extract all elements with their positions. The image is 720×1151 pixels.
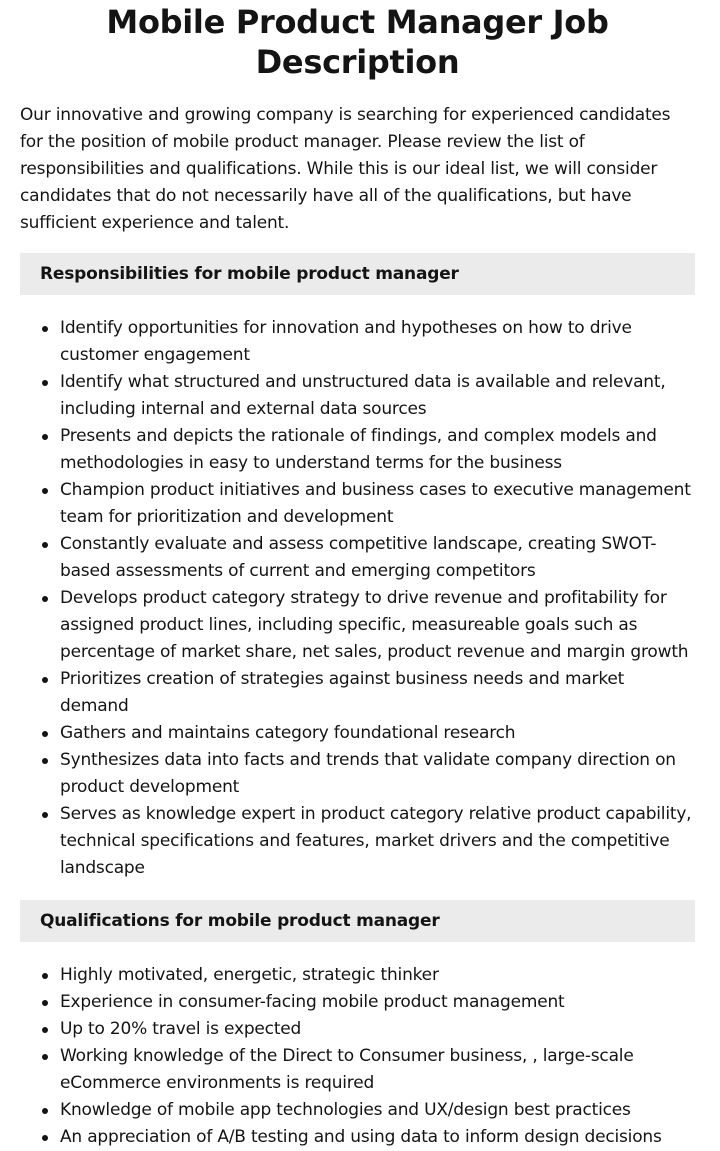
bullet-icon: [42, 973, 48, 979]
list-item: [20, 585, 695, 666]
list-item-text: Constantly evaluate and assess competitive landscape, creating SWOT-based assessments of current and emerging competitors: [60, 534, 657, 581]
bullet-icon: [42, 596, 48, 602]
list-item-text: Serves as knowledge expert in product category relative product capability, technical specifications and features, market drivers and the competitive landscape: [60, 804, 692, 878]
bullet-icon: [42, 677, 48, 683]
responsibilities-header: [20, 253, 695, 295]
bullet-icon: [42, 1108, 48, 1114]
qualifications-list: [20, 962, 695, 1151]
bullet-icon: [42, 1135, 48, 1141]
intro-paragraph: Our innovative and growing company is searching for experienced candidates for the position of mobile product manager. Please review the list of responsibilities and qualifications. While this is our ideal list, we will consider candidates that do not necessarily have all of the qualifications, but have sufficient experience and talent.: [20, 105, 671, 233]
list-item: [20, 1016, 695, 1043]
list-item: [20, 1043, 695, 1097]
list-item-text: An appreciation of A/B testing and using data to inform design decisions: [60, 1127, 662, 1147]
qualifications-section: [20, 900, 695, 1151]
bullet-icon: [42, 488, 48, 494]
list-item: [20, 747, 695, 801]
list-item: [20, 801, 695, 882]
list-item: [20, 720, 695, 747]
qualifications-heading: Qualifications for mobile product manager: [40, 911, 440, 931]
list-item-text: Experience in consumer-facing mobile product management: [60, 992, 565, 1012]
responsibilities-list: [20, 315, 695, 882]
responsibilities-heading: Responsibilities for mobile product manager: [40, 264, 459, 284]
bullet-icon: [42, 380, 48, 386]
list-item-text: Champion product initiatives and business cases to executive management team for prioritization and development: [60, 480, 691, 527]
list-item: [20, 315, 695, 369]
list-item: [20, 989, 695, 1016]
list-item: [20, 962, 695, 989]
bullet-icon: [42, 1000, 48, 1006]
list-item: [20, 666, 695, 720]
qualifications-header: [20, 900, 695, 942]
list-item-text: Develops product category strategy to drive revenue and profitability for assigned product lines, including specific, measureable goals such as percentage of market share, net sales, product revenue and margin growth: [60, 588, 689, 662]
bullet-icon: [42, 758, 48, 764]
list-item-text: Identify opportunities for innovation and hypotheses on how to drive customer engagement: [60, 318, 632, 365]
page-title: Mobile Product Manager Job Description: [106, 3, 609, 81]
list-item-text: Presents and depicts the rationale of findings, and complex models and methodologies in easy to understand terms for the business: [60, 426, 657, 473]
list-item-text: Knowledge of mobile app technologies and UX/design best practices: [60, 1100, 631, 1120]
list-item-text: Highly motivated, energetic, strategic thinker: [60, 965, 439, 985]
list-item: [20, 369, 695, 423]
list-item-text: Working knowledge of the Direct to Consumer business, , large-scale eCommerce environments is required: [60, 1046, 634, 1093]
list-item-text: Gathers and maintains category foundational research: [60, 723, 516, 743]
bullet-icon: [42, 731, 48, 737]
list-item: [20, 1124, 695, 1151]
bullet-icon: [42, 326, 48, 332]
bullet-icon: [42, 1027, 48, 1033]
responsibilities-section: [20, 253, 695, 882]
list-item-text: Prioritizes creation of strategies against business needs and market demand: [60, 669, 625, 716]
bullet-icon: [42, 434, 48, 440]
bullet-icon: [42, 812, 48, 818]
list-item-text: Synthesizes data into facts and trends that validate company direction on product development: [60, 750, 676, 797]
list-item: [20, 531, 695, 585]
list-item-text: Identify what structured and unstructured data is available and relevant, including internal and external data sources: [60, 372, 666, 419]
bullet-icon: [42, 542, 48, 548]
bullet-icon: [42, 1054, 48, 1060]
list-item: [20, 477, 695, 531]
list-item-text: Up to 20% travel is expected: [60, 1019, 302, 1039]
list-item: [20, 423, 695, 477]
job-description-page: [20, 0, 695, 1151]
